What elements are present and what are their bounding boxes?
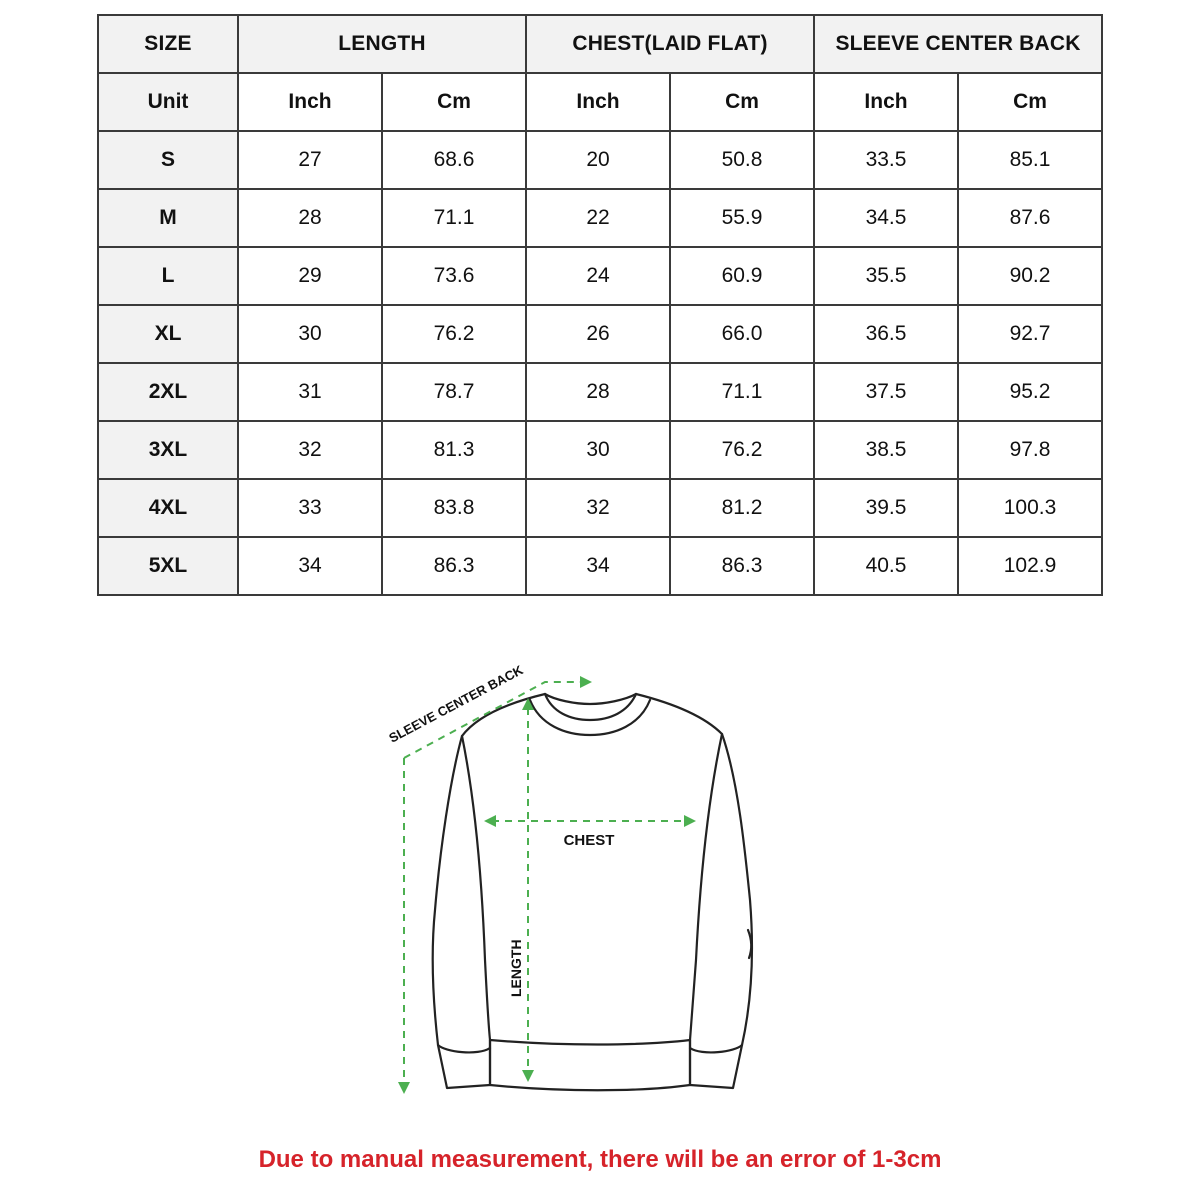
table-cell: 37.5	[814, 363, 958, 421]
size-cell: M	[98, 189, 238, 247]
collar-outer	[545, 694, 636, 704]
table-cell: 81.3	[382, 421, 526, 479]
table-cell: 20	[526, 131, 670, 189]
table-cell: 27	[238, 131, 382, 189]
table-cell: 32	[526, 479, 670, 537]
table-cell: 28	[238, 189, 382, 247]
sweater-outline	[433, 694, 752, 1090]
table-cell: 92.7	[958, 305, 1102, 363]
measurement-note: Due to manual measurement, there will be an error of 1-3cm	[258, 1146, 942, 1173]
table-cell: 33.5	[814, 131, 958, 189]
header-chest: CHEST(LAID FLAT)	[526, 15, 814, 73]
table-cell: 24	[526, 247, 670, 305]
unit-cell: Cm	[670, 73, 814, 131]
table-cell: 97.8	[958, 421, 1102, 479]
table-cell: 76.2	[670, 421, 814, 479]
length-label: LENGTH	[508, 939, 524, 997]
table-cell: 34	[238, 537, 382, 595]
header-size: SIZE	[98, 15, 238, 73]
table-cell: 73.6	[382, 247, 526, 305]
table-cell: 76.2	[382, 305, 526, 363]
unit-cell: Cm	[382, 73, 526, 131]
table-cell: 34	[526, 537, 670, 595]
table-cell: 71.1	[382, 189, 526, 247]
right-sleeve-seam	[690, 734, 722, 1040]
table-cell: 28	[526, 363, 670, 421]
table-cell: 102.9	[958, 537, 1102, 595]
header-length: LENGTH	[238, 15, 526, 73]
table-cell: 36.5	[814, 305, 958, 363]
table-cell: 55.9	[670, 189, 814, 247]
table-cell: 39.5	[814, 479, 958, 537]
collar-band	[530, 700, 650, 735]
right-elbow-detail	[748, 930, 751, 958]
table-cell: 40.5	[814, 537, 958, 595]
table-cell: 26	[526, 305, 670, 363]
table-cell: 83.8	[382, 479, 526, 537]
table-cell: 34.5	[814, 189, 958, 247]
table-cell: 32	[238, 421, 382, 479]
table-cell: 38.5	[814, 421, 958, 479]
sleeve-label: SLEEVE CENTER BACK	[386, 662, 526, 746]
header-sleeve: SLEEVE CENTER BACK	[814, 15, 1102, 73]
unit-cell: Cm	[958, 73, 1102, 131]
right-cuff	[690, 1045, 742, 1052]
length-arrowhead-bottom	[522, 1070, 534, 1082]
table-cell: 95.2	[958, 363, 1102, 421]
table-cell: 86.3	[670, 537, 814, 595]
size-cell: 2XL	[98, 363, 238, 421]
table-cell: 78.7	[382, 363, 526, 421]
unit-cell: Inch	[526, 73, 670, 131]
unit-cell: Inch	[238, 73, 382, 131]
table-cell: 29	[238, 247, 382, 305]
table-cell: 31	[238, 363, 382, 421]
sleeve-arrowhead-bottom	[398, 1082, 410, 1094]
left-sleeve-seam	[462, 736, 490, 1040]
arrowheads	[398, 676, 696, 1094]
collar-band-inner	[545, 694, 636, 720]
chest-label: CHEST	[563, 832, 615, 849]
table-cell: 60.9	[670, 247, 814, 305]
table-cell: 86.3	[382, 537, 526, 595]
table-cell: 35.5	[814, 247, 958, 305]
size-cell: S	[98, 131, 238, 189]
table-cell: 66.0	[670, 305, 814, 363]
table-cell: 81.2	[670, 479, 814, 537]
table-cell: 50.8	[670, 131, 814, 189]
unit-cell: Unit	[98, 73, 238, 131]
size-cell: 3XL	[98, 421, 238, 479]
size-cell: 4XL	[98, 479, 238, 537]
size-cell: L	[98, 247, 238, 305]
size-cell: XL	[98, 305, 238, 363]
chest-arrowhead-left	[484, 815, 496, 827]
unit-cell: Inch	[814, 73, 958, 131]
left-cuff	[438, 1045, 490, 1052]
hem-band	[490, 1040, 690, 1090]
measurement-arrows	[404, 682, 688, 1086]
table-cell: 100.3	[958, 479, 1102, 537]
table-cell: 33	[238, 479, 382, 537]
chest-arrowhead-right	[684, 815, 696, 827]
sleeve-arrowhead-right	[580, 676, 592, 688]
table-cell: 30	[526, 421, 670, 479]
table-cell: 30	[238, 305, 382, 363]
table-cell: 85.1	[958, 131, 1102, 189]
size-cell: 5XL	[98, 537, 238, 595]
table-cell: 71.1	[670, 363, 814, 421]
table-cell: 87.6	[958, 189, 1102, 247]
table-cell: 68.6	[382, 131, 526, 189]
table-cell: 22	[526, 189, 670, 247]
table-cell: 90.2	[958, 247, 1102, 305]
